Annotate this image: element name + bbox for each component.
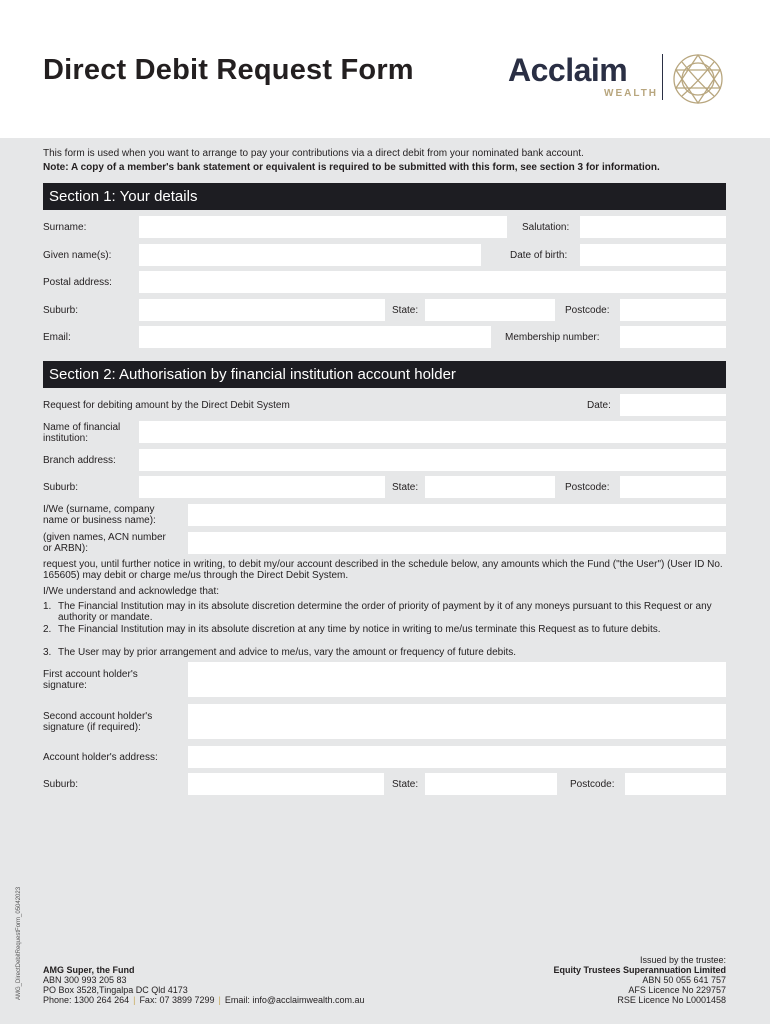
s2-state-label: State: xyxy=(392,482,419,493)
holder-address-field[interactable] xyxy=(188,746,726,768)
footer-contact xyxy=(43,995,365,1005)
given-acn-label-line1: (given names, ACN number xyxy=(43,532,166,543)
first-signature-label-line1: First account holder's xyxy=(43,669,138,680)
second-signature-field[interactable] xyxy=(188,704,726,739)
date-label: Date: xyxy=(587,400,611,411)
section1-header: Section 1: Your details xyxy=(43,183,726,210)
s2-postcode-field[interactable] xyxy=(620,476,726,498)
second-signature-label-line1: Second account holder's xyxy=(43,711,153,722)
footer-trustee-abn: ABN 50 055 641 757 xyxy=(642,975,726,985)
logo-wordmark: Acclaim xyxy=(508,52,628,88)
s2-state-field[interactable] xyxy=(425,476,555,498)
first-signature-label-line2: signature: xyxy=(43,680,87,691)
s2-state2-label: State: xyxy=(392,779,419,790)
footer-trustee-name: Equity Trustees Superannuation Limited xyxy=(553,965,726,975)
form-code-text: AMG_DirectDebitRequestForm_05042023 xyxy=(16,886,22,1000)
s2-suburb2-field[interactable] xyxy=(188,773,384,795)
footer-issued-by: Issued by the trustee: xyxy=(639,955,726,965)
financial-institution-label-line2: institution: xyxy=(43,433,89,444)
list-item-number: 1. xyxy=(43,601,52,612)
iwe-name-label xyxy=(43,504,156,526)
s2-suburb-label: Suburb: xyxy=(43,482,79,493)
footer-separator: | xyxy=(133,995,136,1005)
postal-address-label: Postal address: xyxy=(43,277,112,288)
list-item-number: 2. xyxy=(43,624,52,635)
salutation-label: Salutation: xyxy=(522,222,570,233)
page-header xyxy=(0,0,770,138)
section2-header: Section 2: Authorisation by financial institution account holder xyxy=(43,361,726,388)
list-item-text: The Financial Institution may in its absolute discretion determine the order of priority of payment by it of any moneys pursuant to this Request or any authority or mandate. xyxy=(58,601,712,623)
financial-institution-field[interactable] xyxy=(139,421,726,443)
iwe-name-label-line1: I/We (surname, company xyxy=(43,504,155,515)
postcode-field[interactable] xyxy=(620,299,726,321)
postcode-label: Postcode: xyxy=(565,305,610,316)
footer-fax: Fax: 07 3899 7299 xyxy=(139,995,215,1005)
email-field[interactable] xyxy=(139,326,491,348)
second-signature-label xyxy=(43,711,152,733)
logo-divider xyxy=(662,54,663,100)
s2-state2-field[interactable] xyxy=(425,773,557,795)
financial-institution-label-line1: Name of financial xyxy=(43,422,121,433)
postal-address-field[interactable] xyxy=(139,271,726,293)
logo-emblem-icon xyxy=(668,52,728,106)
dob-field[interactable] xyxy=(580,244,726,266)
state-label: State: xyxy=(392,305,419,316)
iwe-name-field[interactable] xyxy=(188,504,726,526)
surname-field[interactable] xyxy=(139,216,507,238)
email-label: Email: xyxy=(43,332,71,343)
page-title: Direct Debit Request Form xyxy=(43,54,414,86)
first-signature-label xyxy=(43,669,138,691)
salutation-field[interactable] xyxy=(580,216,726,238)
s2-suburb-field[interactable] xyxy=(139,476,385,498)
intro-note: Note: A copy of a member's bank statement or equivalent is required to be submitted with this form, see section 3 for information. xyxy=(43,162,660,173)
list-item-number: 3. xyxy=(43,647,52,658)
s2-postcode2-label: Postcode: xyxy=(570,779,615,790)
s2-suburb2-label: Suburb: xyxy=(43,779,79,790)
given-acn-label-line2: or ARBN): xyxy=(43,543,89,554)
request-paragraph: request you, until further notice in writing, to debit my/our account described in the schedule below, any amounts which the Fund ("the User") (User ID No. 165605) may debit or charge me/us through the Direct Debit System. xyxy=(43,559,723,581)
first-signature-field[interactable] xyxy=(188,662,726,697)
request-debiting-text: Request for debiting amount by the Direct Debit System xyxy=(43,400,290,411)
branch-address-field[interactable] xyxy=(139,449,726,471)
surname-label: Surname: xyxy=(43,222,87,233)
iwe-name-label-line2: name or business name): xyxy=(43,515,156,526)
logo-subtitle: WEALTH xyxy=(604,88,659,99)
branch-address-label: Branch address: xyxy=(43,455,116,466)
intro-text: This form is used when you want to arrange to pay your contributions via a direct debit from your nominated bank account. xyxy=(43,148,584,159)
footer-afs-licence: AFS Licence No 229757 xyxy=(628,985,726,995)
understand-text: I/We understand and acknowledge that: xyxy=(43,586,220,597)
given-acn-label xyxy=(43,532,166,554)
financial-institution-label xyxy=(43,422,120,444)
suburb-label: Suburb: xyxy=(43,305,79,316)
state-field[interactable] xyxy=(425,299,555,321)
s2-postcode2-field[interactable] xyxy=(625,773,726,795)
footer-fund-name: AMG Super, the Fund xyxy=(43,965,135,975)
membership-field[interactable] xyxy=(620,326,726,348)
footer-email: Email: info@acclaimwealth.com.au xyxy=(224,995,365,1005)
footer-po-box: PO Box 3528,Tingalpa DC Qld 4173 xyxy=(43,985,188,995)
footer-rse-licence: RSE Licence No L0001458 xyxy=(617,995,726,1005)
list-item-text: The User may by prior arrangement and advice to me/us, vary the amount or frequency of future debits. xyxy=(58,647,517,658)
membership-label: Membership number: xyxy=(505,332,600,343)
footer-phone: Phone: 1300 264 264 xyxy=(43,995,130,1005)
list-item-text: The Financial Institution may in its absolute discretion at any time by notice in writing to me/us terminate this Request as to future debits. xyxy=(58,624,661,635)
given-names-label: Given name(s): xyxy=(43,250,112,261)
holder-address-label: Account holder's address: xyxy=(43,752,158,763)
second-signature-label-line2: signature (if required): xyxy=(43,722,141,733)
footer-fund-abn: ABN 300 993 205 83 xyxy=(43,975,127,985)
footer-separator: | xyxy=(218,995,221,1005)
date-field[interactable] xyxy=(620,394,726,416)
given-acn-field[interactable] xyxy=(188,532,726,554)
given-names-field[interactable] xyxy=(139,244,481,266)
suburb-field[interactable] xyxy=(139,299,385,321)
dob-label: Date of birth: xyxy=(510,250,568,261)
s2-postcode-label: Postcode: xyxy=(565,482,610,493)
